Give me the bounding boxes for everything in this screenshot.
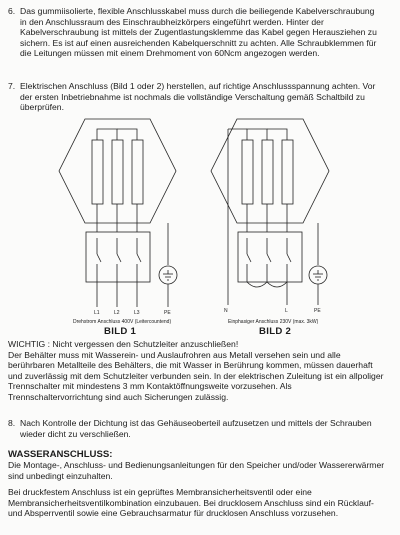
warning-text: WICHTIG : Nicht vergessen den Schutzleiter anzuschließen! Der Behälter muss mit Wasserein- und Auslaufrohren aus Metall versehen sein und alle berührbaren Metallteile des Behälters, die mit Wasser in Berührung kommen, müssen dauerhaft und zuverlässig mit dem Schutzleiter verbunden sein. In der elektrischen Zuleitung ist ein allpoliger Trennschalter mit mindestens 3 mm Kontaktöffnungsweite vorzusehen. Als Trennschaltervorrichtung sind auch Sicherungen zulässig. bbox=[8, 339, 384, 402]
heating-element-3 bbox=[282, 140, 293, 204]
switch-box-2 bbox=[238, 232, 302, 282]
water-paragraph-2: Bei druckfestem Anschluss ist ein geprüftes Membransicherheitsventil oder eine Membransicherheitsventilkombination einzubauen. Bei drucklosem Anschluss sind ein Rücklauf- und Absperrventil sowie eine Gebrauchsarmatur für drucklosen Anschluss vorzusehen. bbox=[8, 487, 374, 519]
terminal-label: PE bbox=[164, 310, 171, 316]
step-8-text: Nach Kontrolle der Dichtung ist das Gehäuseoberteil aufzusetzen und mittels der Schrauben wieder dicht zu verschließen. bbox=[20, 418, 372, 439]
terminal-label: L3 bbox=[134, 310, 140, 316]
diagram-1-caption: Drehstrom Anschluss 400V (Leitercountend) bbox=[73, 319, 172, 325]
terminal-label: L2 bbox=[114, 310, 120, 316]
ground-symbol-icon bbox=[159, 266, 177, 284]
heating-element-2 bbox=[112, 140, 123, 204]
water-heading: WASSERANSCHLUSS: bbox=[8, 449, 113, 460]
heating-element-2 bbox=[262, 140, 273, 204]
diagram-2-title: BILD 2 bbox=[259, 326, 292, 337]
step-7-number: 7. bbox=[8, 81, 16, 91]
step-7-text: Elektrischen Anschluss (Bild 1 oder 2) herstellen, auf richtige Anschlussspannung achten. Vor der ersten Inbetriebnahme ist nochmals die vollständige Verschaltung gemäß Schaltbild zu überprüfen. bbox=[20, 81, 376, 113]
terminal-label: N bbox=[224, 308, 228, 314]
heating-element-1 bbox=[242, 140, 253, 204]
terminal-label: PE bbox=[314, 308, 321, 314]
terminal-label: L bbox=[285, 308, 288, 314]
heating-element-3 bbox=[132, 140, 143, 204]
ground-symbol-icon bbox=[309, 266, 327, 284]
terminal-label: L1 bbox=[94, 310, 100, 316]
heater-hexagon-1 bbox=[59, 119, 176, 223]
step-8-number: 8. bbox=[8, 418, 16, 428]
heating-element-1 bbox=[92, 140, 103, 204]
diagram-1-title: BILD 1 bbox=[104, 326, 137, 337]
diagram-2-caption: Einphasiger Anschluss 230V (max. 3kW) bbox=[228, 319, 319, 325]
switch-box-1 bbox=[86, 232, 150, 282]
heater-hexagon-2 bbox=[211, 119, 329, 223]
step-6-number: 6. bbox=[8, 6, 16, 16]
step-6-text: Das gummiisolierte, flexible Anschlusskabel muss durch die beiliegende Kabelverschraubung in den Anschlussraum des Einschraubheizkörpers eingeführt werden. Hinter der Kabelverschraubung ist mittels der Zugentlastungsklemme das Kabel gegen Herausziehen zu sichern. Es ist auf einen ausreichenden Kabelquerschnitt zu achten. Alle Schraubklemmen für die Leitungen müssen mit einem Drehmoment von 60Ncm angezogen werden. bbox=[20, 6, 377, 59]
water-paragraph-1: Die Montage-, Anschluss- und Bedienungsanleitungen für den Speicher und/oder Wassererwärmer sind unbedingt einzuhalten. bbox=[8, 460, 385, 481]
